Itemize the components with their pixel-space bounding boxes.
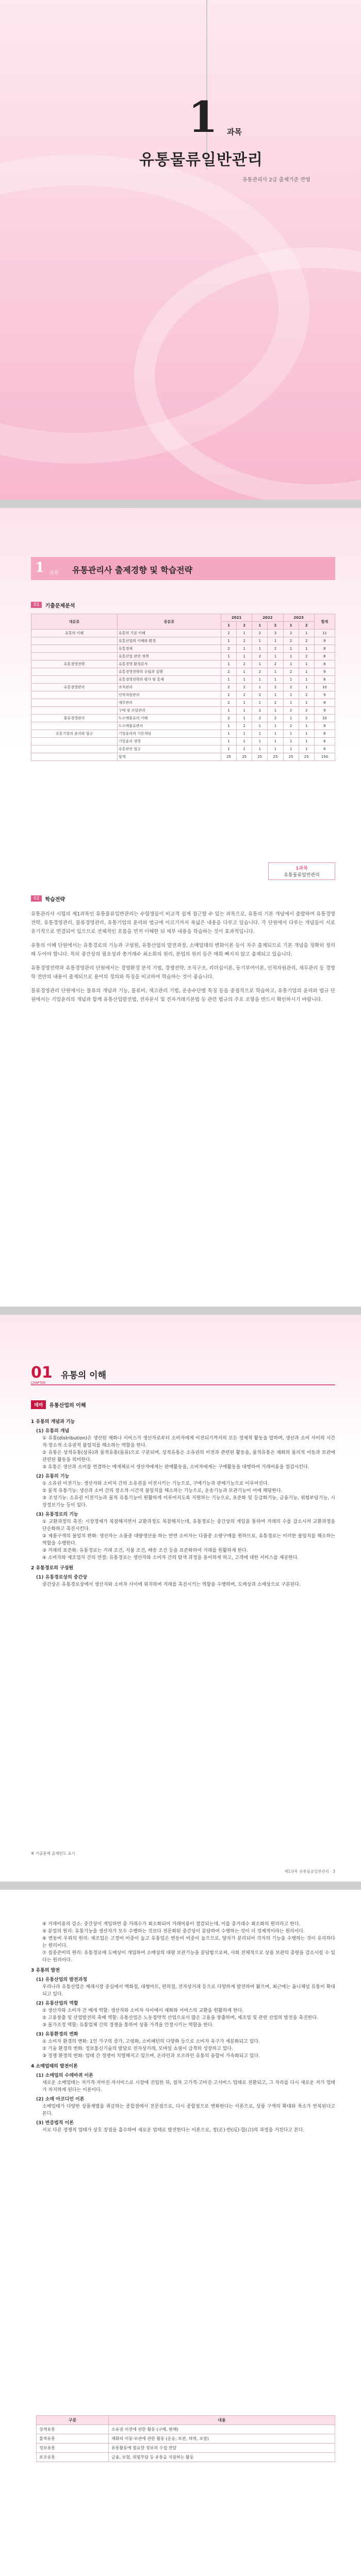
table-row — [31, 668, 335, 676]
count-cell: 1 — [221, 691, 236, 699]
table-row — [31, 699, 335, 707]
count-cell: 1 — [283, 653, 299, 660]
body-text: 소매업태가 다양한 상품계열을 취급하는 종합점에서 전문점으로, 다시 종합점으로 변화한다는 이론으로, 상품 구색의 확대와 축소가 반복된다고 본다. — [42, 2104, 335, 2116]
count-cell: 1 — [237, 730, 252, 738]
table-row — [31, 715, 335, 722]
count-cell: 1 — [221, 637, 236, 645]
banner-number: 1 — [35, 560, 45, 575]
header-year: 2023 — [283, 614, 314, 622]
count-cell: 1 — [221, 722, 236, 730]
subsection-heading: (1) 유통산업의 발전과정 — [36, 1977, 88, 1982]
chapter-title: 유통의 이해 — [61, 1370, 107, 1381]
strategy-paragraph: 유통경영전략과 유통경영관리 단원에서는 경영환경 분석 기법, 경쟁전략, 조직구조, 리더십이론, 동기부여이론, 인적자원관리, 재무관리 등 경영학 전반의 내용이 출제되므로 용어의 정의와 특징을 비교하여 학습하는 것이 좋습니다. — [31, 965, 335, 980]
count-cell: 1 — [237, 715, 252, 722]
strategy-label: 학습전략 — [45, 896, 65, 903]
category-cell — [31, 707, 118, 715]
table-row — [31, 707, 335, 715]
count-cell: 1 — [252, 745, 268, 753]
subsection-heading: (2) 유통의 기능 — [36, 1474, 70, 1479]
total-cell: 8 — [314, 722, 335, 730]
topic-cell: 기업윤리의 기본개념 — [117, 730, 221, 738]
chapter-page — [0, 1315, 361, 1882]
table-row — [31, 637, 335, 645]
stats-section-heading — [31, 601, 75, 609]
header-topic: 중분류 — [117, 614, 221, 630]
content-page — [0, 1890, 361, 2576]
table-row — [31, 738, 335, 745]
chapter-heading — [31, 1364, 335, 1385]
cover-title: 유통물류일반관리 — [139, 151, 263, 169]
count-cell: 2 — [221, 684, 236, 691]
body-text: ① 유통(distribution)은 생산된 재화나 서비스가 생산자로부터 소비자에게 이전되기까지의 모든 경제적 활동을 말하며, 생산과 소비 사이의 시간적·장소적·소유권적 불일치를 해소하는 역할을 한다. — [42, 1436, 335, 1448]
table-row — [31, 684, 335, 691]
body-text: ③ 유통은 생산과 소비를 연결하는 매개체로서 생산자에게는 판매활동을, 소비자에게는 구매활동을 대행하여 거래비용을 절감시킨다. — [42, 1465, 309, 1470]
subsection-heading: (2) 소매 아코디언 이론 — [36, 2097, 85, 2102]
topic-cell: 도소매물류관리 — [117, 722, 221, 730]
topic-cell: 유통산업의 이해와 환경 — [117, 637, 221, 645]
banner-title: 유통관리사 출제경향 및 학습전략 — [72, 565, 193, 575]
count-cell: 1 — [252, 699, 268, 707]
row-label-cell: 상적유통 — [37, 2425, 109, 2434]
table-row — [31, 645, 335, 653]
table-row — [31, 653, 335, 660]
body-text: ① 생산자와 소비자 간 매개 역할: 생산자와 소비자 사이에서 재화와 서비스의 교환을 원활하게 한다. — [42, 2008, 244, 2013]
count-cell: 1 — [237, 645, 252, 653]
topic-cell: 유통경영전략의 평가 및 통제 — [117, 676, 221, 684]
header-total: 합계 — [314, 614, 335, 630]
count-cell: 1 — [221, 738, 236, 745]
stats-tag: 01 — [31, 602, 42, 608]
strategy-paragraph: 물류경영관리 단원에서는 물류의 개념과 기능, 물류비, 재고관리 기법, 운송수단별 특징 등을 중점적으로 학습하고, 유통기업의 윤리와 법규 단원에서는 기업윤리의 개념과 함께 유통산업발전법, 전자문서 및 전자거래기본법 등 관련 법규의 주요 조항을 반드시 확인하시기 바랍니다. — [31, 988, 335, 1003]
count-cell: 1 — [221, 653, 236, 660]
subsection-heading: (1) 유통의 개념 — [36, 1429, 70, 1434]
subject-tab — [268, 862, 335, 880]
body-text: ⑥ 변동비 우위의 원리: 제조업은 고정비 비중이 높고 유통업은 변동비 비중이 높으므로, 양자가 분리되어 각자의 기능을 수행하는 것이 유리하다는 원리이다. — [42, 1936, 335, 1948]
chapter-caption: CHAPTER — [31, 1381, 46, 1385]
header-round: 2 — [299, 622, 314, 630]
category-cell — [31, 637, 118, 645]
category-cell: 유통경영관리 — [31, 684, 118, 691]
count-cell: 1 — [299, 745, 314, 753]
body-text: ① 교환과정의 촉진: 시장경제가 복잡해지면서 교환과정도 복잡해지는데, 유통경로는 중간상의 개입을 통하여 거래의 수를 감소시켜 교환과정을 단순화하고 촉진시킨다. — [42, 1519, 335, 1532]
total-cell: 6 — [314, 730, 335, 738]
count-cell: 25 — [252, 753, 268, 761]
count-cell: 1 — [268, 730, 283, 738]
table-row — [37, 2425, 335, 2434]
count-cell: 2 — [283, 707, 299, 715]
count-cell: 1 — [221, 730, 236, 738]
body-text: ⑦ 집중준비의 원리: 유통경로에 도매상이 개입하여 소매상의 대량 보관기능을 분담함으로써, 사회 전체적으로 상품 보관의 총량을 감소시킬 수 있다는 원리이다. — [42, 1951, 335, 1963]
count-cell: 2 — [221, 630, 236, 637]
topic-tag: 테마 — [31, 1400, 46, 1409]
total-cell: 9 — [314, 691, 335, 699]
body-text: ④ 거래비용의 감소: 중간상이 개입하면 총 거래수가 최소화되어 거래비용이 절감되는데, 이를 총거래수 최소화의 원리라고 한다. — [42, 1922, 301, 1927]
cover-chapter-suffix: 과목 — [227, 127, 242, 137]
intro-page — [0, 508, 361, 1307]
exam-stats-table — [31, 614, 335, 761]
count-cell: 1 — [268, 653, 283, 660]
category-cell — [31, 691, 118, 699]
count-cell: 1 — [252, 645, 268, 653]
subsection-heading: (1) 유통경로상의 중간상 — [36, 1575, 88, 1580]
strategy-tag: 02 — [31, 895, 42, 902]
row-value-cell: 금융, 보험, 위험부담 등 유통을 지원하는 활동 — [109, 2453, 335, 2462]
count-cell: 25 — [237, 753, 252, 761]
category-cell — [31, 745, 118, 753]
table-row — [31, 630, 335, 637]
header-year: 2021 — [221, 614, 252, 622]
count-cell: 2 — [221, 668, 236, 676]
count-cell: 1 — [268, 676, 283, 684]
total-cell: 6 — [314, 676, 335, 684]
header-cell: 구분 — [37, 2416, 109, 2425]
header-round: 1 — [221, 622, 236, 630]
category-cell: 유통의 이해 — [31, 630, 118, 637]
topic-cell: 구매 및 조달관리 — [117, 707, 221, 715]
count-cell: 1 — [283, 730, 299, 738]
chapter-body — [31, 1415, 335, 1588]
table-row — [31, 691, 335, 699]
count-cell: 1 — [299, 660, 314, 668]
category-cell: 유통경영전략 — [31, 660, 118, 668]
count-cell: 2 — [283, 668, 299, 676]
body-text: 중간상은 유통경로상에서 생산자와 소비자 사이에 위치하여 거래를 촉진시키는 역할을 수행하며, 도매상과 소매상으로 구분된다. — [42, 1582, 301, 1587]
count-cell: 1 — [252, 637, 268, 645]
count-cell: 1 — [252, 676, 268, 684]
count-cell: 25 — [221, 753, 236, 761]
table-row — [37, 2434, 335, 2444]
count-cell: 1 — [252, 738, 268, 745]
count-cell: 1 — [283, 691, 299, 699]
body-text: ③ 물가조정 역할: 유통업체 간의 경쟁을 통하여 상품 가격을 안정시키는 역할을 한다. — [42, 2023, 214, 2028]
count-cell: 1 — [268, 691, 283, 699]
count-cell: 1 — [237, 653, 252, 660]
header-round: 1 — [283, 622, 299, 630]
count-cell: 1 — [237, 668, 252, 676]
count-cell: 2 — [252, 707, 268, 715]
count-cell: 2 — [237, 660, 252, 668]
page-separator — [0, 1307, 361, 1315]
table-row — [37, 2453, 335, 2462]
body-text: ② 물적 유통기능: 생산과 소비 간의 장소적·시간적 불일치를 해소하는 기능으로, 운송기능과 보관기능이 이에 해당한다. — [42, 1488, 283, 1494]
page-separator — [0, 1882, 361, 1890]
count-cell: 1 — [283, 715, 299, 722]
total-cell: 150 — [314, 753, 335, 761]
count-cell: 2 — [237, 637, 252, 645]
subsection-heading: (3) 유통경로의 기능 — [36, 1512, 78, 1517]
count-cell: 2 — [268, 715, 283, 722]
topic-cell: 기업윤리 경영 — [117, 738, 221, 745]
table-row — [31, 722, 335, 730]
topic-cell: 도소매물류의 이해 — [117, 715, 221, 722]
header-cell: 내용 — [109, 2416, 335, 2425]
count-cell: 2 — [252, 715, 268, 722]
table-header-row — [37, 2416, 335, 2425]
category-cell — [31, 722, 118, 730]
count-cell: 1 — [252, 722, 268, 730]
cover-subtitle: 유통관리사 2급 출제기준 반영 — [242, 177, 310, 183]
banner-suffix: 과목 — [50, 571, 59, 576]
total-cell: 8 — [314, 645, 335, 653]
topic-cell: 유통경영전략의 수립과 실행 — [117, 668, 221, 676]
body-text: ③ 경쟁 환경의 변화: 업태 간 경쟁이 치열해지고 있으며, 온라인과 오프라인 유통의 융합이 가속화되고 있다. — [42, 2054, 260, 2059]
strategy-paragraph: 유통관리사 시험의 제1과목인 유통물류일반관리는 수험생들이 비교적 쉽게 접근할 수 있는 과목으로, 유통의 기본 개념에서 출발하여 유통경영전략, 유통경영관리, 물류경영관리, 유통기업의 윤리와 법규에 이르기까지 폭넓은 내용을 다루고 있습니다. 각 단원에서 다루는 개념들이 서로 유기적으로 연결되어 있으므로 전체적인 흐름을 먼저 이해한 뒤 세부 내용을 학습하는 것이 효과적입니다. — [31, 911, 335, 935]
subsection-heading: (3) 유통환경의 변화 — [36, 2032, 78, 2037]
row-label-cell: 물적유통 — [37, 2434, 109, 2444]
topic-bar — [31, 1400, 86, 1409]
category-cell — [31, 645, 118, 653]
subject-tab-number: 1과목 — [296, 866, 308, 871]
cover-page — [0, 0, 361, 500]
count-cell: 2 — [283, 630, 299, 637]
header-year: 2022 — [252, 614, 283, 622]
category-cell — [31, 668, 118, 676]
count-cell: 1 — [237, 699, 252, 707]
total-cell: 9 — [314, 668, 335, 676]
topic-cell: 유통관련 법규 — [117, 745, 221, 753]
topic-cell: 조직관리 — [117, 684, 221, 691]
count-cell: 1 — [252, 660, 268, 668]
intro-banner — [31, 557, 335, 580]
count-cell: 1 — [299, 676, 314, 684]
count-cell: 25 — [299, 753, 314, 761]
count-cell: 2 — [268, 699, 283, 707]
count-cell: 1 — [221, 660, 236, 668]
count-cell: 2 — [268, 660, 283, 668]
subsection-heading: (1) 소매업의 수레바퀴 이론 — [36, 2073, 93, 2078]
strategy-text — [31, 910, 335, 1009]
count-cell: 1 — [283, 645, 299, 653]
count-cell: 2 — [221, 715, 236, 722]
total-cell: 9 — [314, 707, 335, 715]
count-cell: 1 — [268, 668, 283, 676]
topic-cell: 재무관리 — [117, 699, 221, 707]
count-cell: 25 — [283, 753, 299, 761]
distribution-types-table — [36, 2415, 335, 2462]
count-cell: 3 — [268, 630, 283, 637]
count-cell: 2 — [268, 684, 283, 691]
total-cell: 10 — [314, 684, 335, 691]
count-cell: 2 — [252, 630, 268, 637]
count-cell: 2 — [283, 684, 299, 691]
row-value-cell: 유통활동에 필요한 정보의 수집·전달 — [109, 2444, 335, 2453]
count-cell: 1 — [268, 637, 283, 645]
category-cell: 유통기업의 윤리와 법규 — [31, 730, 118, 738]
count-cell: 1 — [283, 699, 299, 707]
count-cell: 1 — [299, 684, 314, 691]
count-cell: 2 — [299, 637, 314, 645]
count-cell: 1 — [283, 676, 299, 684]
strategy-paragraph: 유통의 이해 단원에서는 유통경로의 기능과 구성원, 유통산업의 발전과정, 소매업태의 변화이론 등이 자주 출제되므로 기본 개념을 정확히 정리해 두어야 합니다. 특히 중간상의 필요성과 총거래수 최소화의 원리, 분업의 원리 등은 매회 빠지지 않고 출제되고 있습니다. — [31, 943, 335, 957]
page-footer: 제1과목 유통물류일반관리 · 3 — [284, 1869, 335, 1874]
total-cell: 8 — [314, 660, 335, 668]
count-cell: 2 — [252, 653, 268, 660]
page-separator — [0, 500, 361, 508]
body-text: ⑤ 분업의 원리: 유통기능을 생산자가 모두 수행하는 것보다 전문화된 중간상이 분담하여 수행하는 것이 더 경제적이라는 원리이다. — [42, 1929, 305, 1934]
category-cell: 물류경영관리 — [31, 715, 118, 722]
count-cell: 1 — [283, 660, 299, 668]
count-cell: 2 — [299, 691, 314, 699]
topic-cell: 유통경영 환경분석 — [117, 660, 221, 668]
count-cell: 1 — [237, 630, 252, 637]
count-cell: 2 — [299, 707, 314, 715]
count-cell: 1 — [283, 745, 299, 753]
count-cell: 1 — [268, 722, 283, 730]
body-text: ③ 거래의 표준화: 유통경로는 거래 조건, 지불 조건, 배송 조건 등을 표준화하여 거래를 원활하게 한다. — [42, 1548, 248, 1553]
count-cell: 1 — [299, 730, 314, 738]
count-cell: 1 — [237, 745, 252, 753]
header-category: 대분류 — [31, 614, 118, 630]
count-cell: 1 — [252, 730, 268, 738]
table-row — [31, 660, 335, 668]
body-text: 우리나라 유통산업은 재래시장 중심에서 백화점, 대형마트, 편의점, 전자상거래 등으로 다양하게 발전하여 왔으며, 최근에는 옴니채널 유통이 확대되고 있다. — [42, 1985, 335, 1997]
section-heading: 4 소매업태의 발전이론 — [31, 2064, 78, 2069]
count-cell: 1 — [299, 722, 314, 730]
count-cell: 1 — [252, 684, 268, 691]
section-heading: 3 유통의 발전 — [31, 1968, 60, 1973]
body-text: ③ 조성기능: 소유권 이전기능과 물적 유통기능이 원활하게 이루어지도록 지원하는 기능으로, 표준화 및 등급화기능, 금융기능, 위험부담기능, 시장정보기능 등이 있다. — [42, 1496, 335, 1508]
count-cell: 2 — [283, 722, 299, 730]
body-text: 새로운 소매업태는 저가격·저마진·저서비스로 시장에 진입한 뒤, 점차 고가격·고마진·고서비스 업태로 전환되고, 그 자리를 다시 새로운 저가 업태가 차지하게 된다는 이론이다. — [42, 2080, 335, 2093]
count-cell: 1 — [299, 668, 314, 676]
total-cell: 10 — [314, 715, 335, 722]
topic-cell: 합계 — [117, 753, 221, 761]
category-cell — [31, 753, 118, 761]
header-round: 1 — [252, 622, 268, 630]
count-cell: 2 — [252, 668, 268, 676]
body-text: ① 소유권 이전기능: 생산자와 소비자 간의 소유권을 이전시키는 기능으로, 구매기능과 판매기능으로 이루어진다. — [42, 1481, 269, 1486]
subsection-heading: (2) 유통산업의 역할 — [36, 2001, 78, 2006]
count-cell: 25 — [268, 753, 283, 761]
count-cell: 2 — [237, 684, 252, 691]
count-cell: 2 — [252, 691, 268, 699]
topic-cell: 유통산업 관련 정책 — [117, 653, 221, 660]
count-cell: 1 — [299, 699, 314, 707]
total-cell: 8 — [314, 653, 335, 660]
count-cell: 2 — [221, 699, 236, 707]
count-cell: 1 — [221, 676, 236, 684]
section-heading: 1 유통의 개념과 기능 — [31, 1419, 75, 1425]
body-text: ② 기술 환경의 변화: 정보통신기술의 발달로 전자상거래, 모바일 쇼핑이 급격히 성장하고 있다. — [42, 2046, 233, 2052]
body-text: ② 고용창출 및 산업발전의 촉매 역할: 유통산업은 노동집약적 산업으로서 많은 고용을 창출하며, 제조업 및 관련 산업의 발전을 촉진한다. — [42, 2015, 318, 2021]
category-cell — [31, 699, 118, 707]
subject-tab-title: 유통물류일반관리 — [284, 873, 320, 878]
body-text: ② 제품구색의 불일치 완화: 생산자는 소품종 대량생산을 하는 반면 소비자는 다품종 소량구매를 원하므로, 유통경로는 이러한 불일치를 해소하는 역할을 수행한다. — [42, 1534, 335, 1546]
body-text: 서로 다른 경쟁적 업태가 상호 장점을 흡수하여 새로운 업태로 발전한다는 이론으로, 정(正)·반(反)·합(合)의 과정을 거친다고 본다. — [42, 2128, 305, 2133]
count-cell: 1 — [221, 745, 236, 753]
chapter-number: 01 — [31, 1364, 53, 1382]
count-cell: 2 — [237, 722, 252, 730]
table-row — [37, 2444, 335, 2453]
count-cell: 1 — [221, 707, 236, 715]
body-text: ④ 소비자와 제조업자 간의 연결: 유통경로는 생산자와 소비자 간의 탐색 과정을 용이하게 하고, 고객에 대한 서비스를 제공한다. — [42, 1555, 299, 1561]
count-cell: 1 — [237, 676, 252, 684]
body-text: ① 소비자 환경의 변화: 1인 가구의 증가, 고령화, 소비패턴의 다양화 등으로 소비자 욕구가 세분화되고 있다. — [42, 2039, 260, 2044]
row-value-cell: 재화의 이동·보관에 관한 활동 (운송, 보관, 하역, 포장) — [109, 2434, 335, 2444]
strategy-section-heading — [31, 894, 65, 903]
table-header-row — [31, 614, 335, 622]
table-row — [31, 676, 335, 684]
stats-label: 기출문제분석 — [45, 603, 75, 609]
count-cell: 1 — [283, 738, 299, 745]
body-text: ② 유통은 상적유통(상류)과 물적유통(물류)으로 구분되며, 상적유통은 소유권의 이전과 관련된 활동을, 물적유통은 재화의 물리적 이동과 보관에 관련된 활동을 의미한다. — [42, 1450, 335, 1463]
category-cell — [31, 653, 118, 660]
topic-cell: 유통의 기본 이해 — [117, 630, 221, 637]
subsection-heading: (3) 변증법적 이론 — [36, 2121, 74, 2126]
count-cell: 2 — [237, 691, 252, 699]
page-body — [31, 1921, 335, 2134]
row-label-cell: 보조유통 — [37, 2453, 109, 2462]
count-cell: 1 — [237, 707, 252, 715]
header-round: 2 — [268, 622, 283, 630]
count-cell: 2 — [283, 637, 299, 645]
total-cell: 6 — [314, 745, 335, 753]
total-cell: 9 — [314, 637, 335, 645]
count-cell: 1 — [237, 738, 252, 745]
count-cell: 1 — [299, 738, 314, 745]
count-cell: 1 — [268, 738, 283, 745]
table-row — [31, 730, 335, 738]
section-heading: 2 유통경로의 구성원 — [31, 1566, 74, 1571]
topic-cell: 유통경제 — [117, 645, 221, 653]
topic-cell: 인적자원관리 — [117, 691, 221, 699]
topic-title: 유통산업의 이해 — [49, 1402, 86, 1409]
table-row — [31, 753, 335, 761]
count-cell: 2 — [299, 715, 314, 722]
count-cell: 2 — [299, 653, 314, 660]
total-cell: 11 — [314, 630, 335, 637]
count-cell: 1 — [268, 707, 283, 715]
page-footnote: ※ 기출문제 출제빈도 표시 — [31, 1851, 75, 1856]
count-cell: 1 — [299, 645, 314, 653]
row-label-cell: 정보유통 — [37, 2444, 109, 2453]
cover-chapter-number: 1 — [188, 93, 218, 142]
total-cell: 8 — [314, 699, 335, 707]
count-cell: 2 — [268, 645, 283, 653]
header-round: 2 — [237, 622, 252, 630]
cover-divider — [206, 0, 207, 170]
category-cell — [31, 738, 118, 745]
row-value-cell: 소유권 이전에 관한 활동 (구매, 판매) — [109, 2425, 335, 2434]
count-cell: 2 — [221, 645, 236, 653]
total-cell: 6 — [314, 738, 335, 745]
count-cell: 1 — [299, 630, 314, 637]
category-cell — [31, 676, 118, 684]
count-cell: 1 — [268, 745, 283, 753]
table-row — [31, 745, 335, 753]
